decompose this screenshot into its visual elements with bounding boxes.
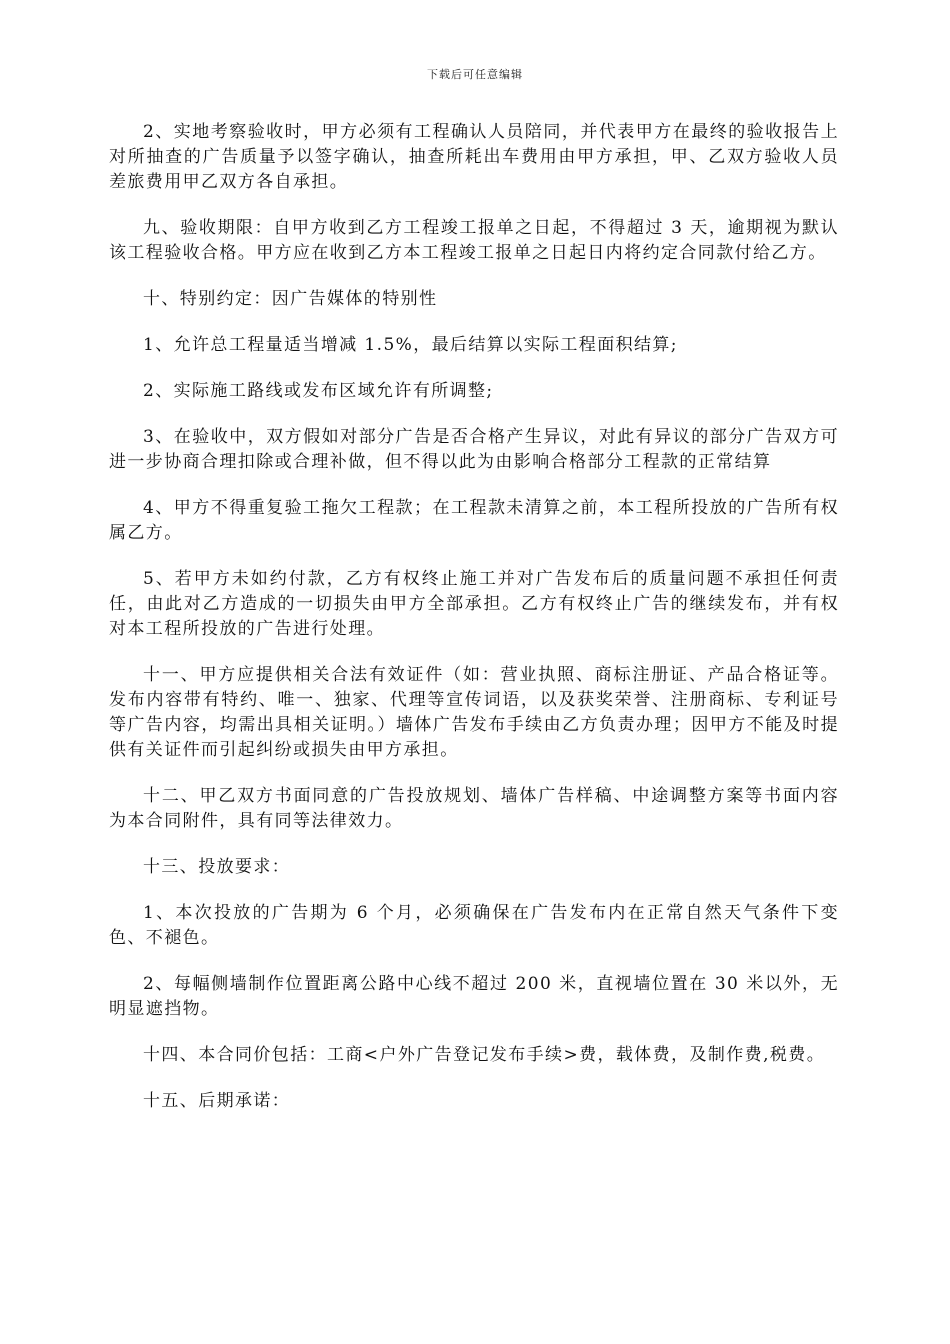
paragraph-ad-period: 1、本次投放的广告期为 6 个月，必须确保在广告发布内在正常自然天气条件下变色、不褪色。	[109, 903, 839, 948]
paragraph-dispute-handling: 3、在验收中，双方假如对部分广告是否合格产生异议，对此有异议的部分广告双方可进一步协商合理扣除或合理补做，但不得以此为由影响合格部分工程款的正常结算	[109, 427, 839, 472]
paragraph-after-commitment: 十五、后期承诺：	[143, 1091, 291, 1111]
paragraph-route-adjustment: 2、实际施工路线或发布区域允许有所调整;	[143, 381, 494, 401]
document-body	[109, 120, 839, 1135]
paragraph-inspection-escort: 2、实地考察验收时，甲方必须有工程确认人员陪同，并代表甲方在最终的验收报告上对所抽查的广告质量予以签字确认，抽查所耗出车费用由甲方承担，甲、乙双方验收人员差旅费用甲乙双方各自承担。	[109, 122, 839, 192]
paragraph-price-includes: 十四、本合同价包括：工商<户外广告登记发布手续>费，载体费，及制作费,税费。	[143, 1045, 826, 1065]
paragraph-attachments: 十二、甲乙双方书面同意的广告投放规划、墙体广告样稿、中途调整方案等书面内容为本合同附件，具有同等法律效力。	[109, 786, 839, 831]
paragraph-placement-heading: 十三、投放要求：	[143, 857, 291, 877]
paragraph-certificates: 十一、甲方应提供相关合法有效证件（如：营业执照、商标注册证、产品合格证等。发布内容带有特约、唯一、独家、代理等宣传词语，以及获奖荣誉、注册商标、专利证号等广告内容，均需出具相关证明。）墙体广告发布手续由乙方负责办理；因甲方不能及时提供有关证件而引起纠纷或损失由甲方承担。	[109, 665, 839, 760]
paragraph-ownership: 4、甲方不得重复验工拖欠工程款；在工程款未清算之前，本工程所投放的广告所有权属乙方。	[109, 498, 839, 543]
paragraph-special-terms-heading: 十、特别约定：因广告媒体的特别性	[143, 289, 438, 309]
paragraph-quantity-adjustment: 1、允许总工程量适当增减 1.5%，最后结算以实际工程面积结算;	[143, 335, 678, 355]
paragraph-wall-position: 2、每幅侧墙制作位置距离公路中心线不超过 200 米，直视墙位置在 30 米以外，无明显遮挡物。	[109, 974, 839, 1019]
paragraph-payment-default: 5、若甲方未如约付款，乙方有权终止施工并对广告发布后的质量问题不承担任何责任，由此对乙方造成的一切损失由甲方全部承担。乙方有权终止广告的继续发布，并有权对本工程所投放的广告进行处理。	[109, 569, 839, 639]
page-header-note: 下载后可任意编辑	[427, 68, 523, 81]
paragraph-acceptance-deadline: 九、验收期限：自甲方收到乙方工程竣工报单之日起，不得超过 3 天，逾期视为默认该工程验收合格。甲方应在收到乙方本工程竣工报单之日起日内将约定合同款付给乙方。	[109, 218, 839, 263]
